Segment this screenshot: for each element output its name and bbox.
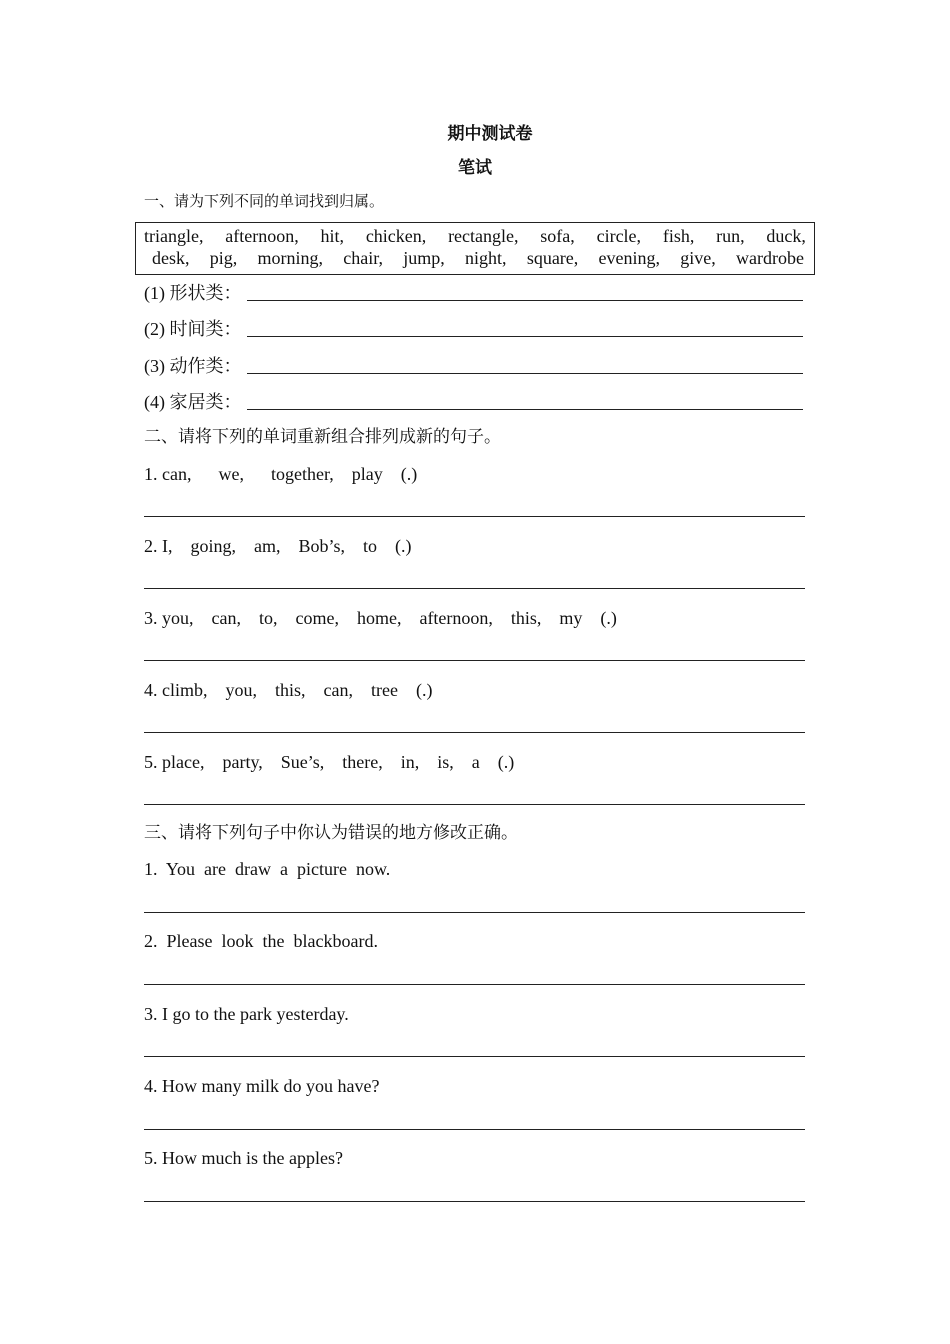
page-subtitle: 笔试 — [458, 158, 492, 178]
correction-answer-line-4[interactable] — [144, 1129, 805, 1130]
word-bank-line-1 — [144, 225, 806, 247]
category-furniture-label: (4) 家居类： — [144, 392, 242, 412]
category-shape-label: (1) 形状类： — [144, 283, 242, 303]
word-bank-word: evening, — [598, 248, 661, 268]
word-bank-word: sofa, — [540, 226, 575, 246]
word-bank-word: give, — [680, 248, 716, 268]
word-bank-word: circle, — [596, 226, 642, 246]
reorder-question-3: 3. you, can, to, come, home, afternoon, this, my (.) — [144, 608, 617, 628]
category-action-blank[interactable] — [247, 373, 803, 374]
correction-question-2: 2. Please look the blackboard. — [144, 931, 378, 951]
reorder-question-5: 5. place, party, Sue’s, there, in, is, a (.) — [144, 752, 515, 772]
word-bank-word: afternoon, — [225, 226, 299, 246]
category-time-blank[interactable] — [247, 336, 803, 337]
correction-answer-line-2[interactable] — [144, 984, 805, 985]
word-bank-word: chair, — [343, 248, 384, 268]
word-bank-word: fish, — [662, 226, 695, 246]
correction-question-5: 5. How much is the apples? — [144, 1148, 343, 1168]
correction-answer-line-5[interactable] — [144, 1201, 805, 1202]
word-bank-word: wardrobe — [736, 248, 804, 268]
reorder-answer-line-5[interactable] — [144, 804, 805, 805]
category-furniture-blank[interactable] — [247, 409, 803, 410]
reorder-question-2: 2. I, going, am, Bob’s, to (.) — [144, 536, 412, 556]
word-bank-word: duck, — [766, 226, 806, 246]
word-bank-word: jump, — [403, 248, 445, 268]
word-bank-box — [135, 222, 815, 275]
word-bank-word: pig, — [209, 248, 238, 268]
word-bank-word: morning, — [257, 248, 324, 268]
correction-question-3: 3. I go to the park yesterday. — [144, 1004, 349, 1024]
category-action-label: (3) 动作类： — [144, 356, 242, 376]
page-title: 期中测试卷 — [447, 124, 533, 144]
reorder-answer-line-2[interactable] — [144, 588, 805, 589]
reorder-answer-line-3[interactable] — [144, 660, 805, 661]
section2-instruction: 二、请将下列的单词重新组合排列成新的句子。 — [144, 427, 501, 447]
word-bank-word: desk, — [152, 248, 190, 268]
reorder-question-4: 4. climb, you, this, can, tree (.) — [144, 680, 433, 700]
section3-instruction: 三、请将下列句子中你认为错误的地方修改正确。 — [144, 823, 518, 843]
reorder-answer-line-4[interactable] — [144, 732, 805, 733]
correction-question-1: 1. You are draw a picture now. — [144, 859, 391, 879]
word-bank-word: hit, — [320, 226, 345, 246]
correction-answer-line-3[interactable] — [144, 1056, 805, 1057]
category-shape-blank[interactable] — [247, 300, 803, 301]
correction-question-4: 4. How many milk do you have? — [144, 1076, 380, 1096]
word-bank-word: night, — [465, 248, 507, 268]
word-bank-word: chicken, — [365, 226, 427, 246]
word-bank-word: rectangle, — [448, 226, 519, 246]
correction-answer-line-1[interactable] — [144, 912, 805, 913]
category-time-label: (2) 时间类： — [144, 319, 242, 339]
reorder-question-1: 1. can, we, together, play (.) — [144, 464, 418, 484]
section1-instruction: 一、请为下列不同的单词找到归属。 — [144, 192, 385, 210]
word-bank-word: square, — [526, 248, 579, 268]
reorder-answer-line-1[interactable] — [144, 516, 805, 517]
word-bank-word: triangle, — [144, 226, 204, 246]
word-bank-line-2 — [152, 247, 804, 269]
word-bank-word: run, — [716, 226, 745, 246]
